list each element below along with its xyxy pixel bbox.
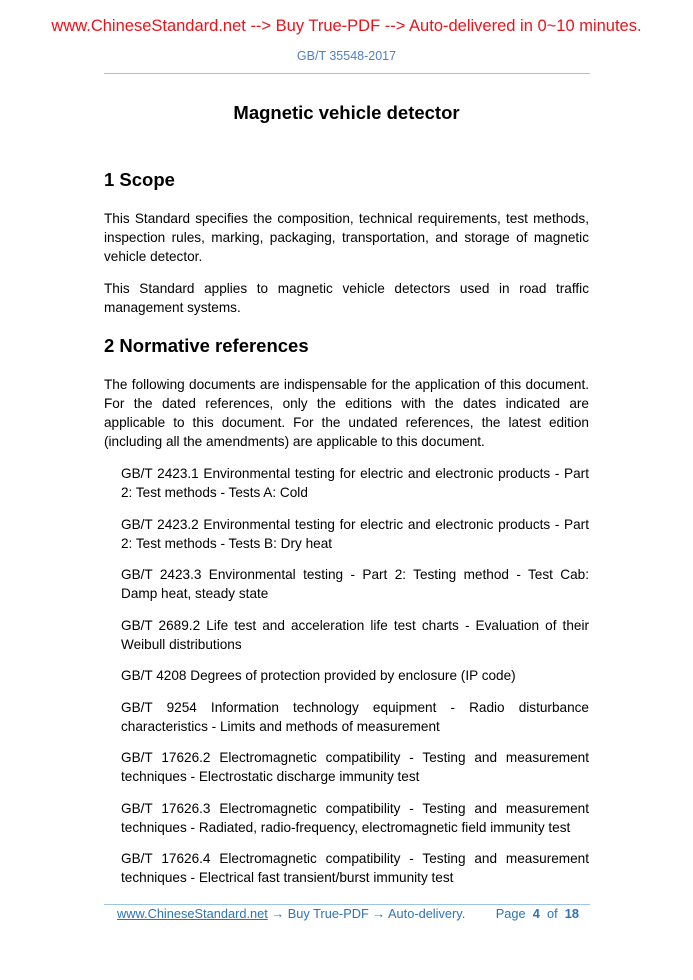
current-page: 4 [532,906,540,921]
paragraph: This Standard applies to magnetic vehicle detectors used in road traffic management systems. [104,281,589,315]
reference-item: GB/T 2689.2 Life test and acceleration life test charts - Evaluation of their Weibull distributions [121,617,589,652]
section-heading-scope: 1 Scope [104,169,175,190]
section-heading-normative-references: 2 Normative references [104,335,309,356]
paragraph: The following documents are indispensable for the application of this document. For the dated references, only the editions with the dates indicated are applicable to this document. For the undated references, the latest edition (including all the amendments) are applicable to this document. [104,377,589,449]
reference-item: GB/T 17626.3 Electromagnetic compatibility - Testing and measurement techniques - Radiated, radio-frequency, electromagnetic field immunity test [121,800,589,835]
reference-item: GB/T 17626.4 Electromagnetic compatibility - Testing and measurement techniques - Electrical fast transient/burst immunity test [121,851,589,885]
page-footer [117,906,579,921]
total-pages: 18 [564,906,579,921]
page-content [104,101,589,900]
reference-item: GB/T 9254 Information technology equipment - Radio disturbance characteristics - Limits and methods of measurement [121,699,589,734]
reference-item: GB/T 2423.1 Environmental testing for electric and electronic products - Part 2: Test methods - Tests A: Cold [121,466,589,500]
website-link[interactable]: www.ChineseStandard.net [117,906,268,921]
reference-item: GB/T 2423.2 Environmental testing for electric and electronic products - Part 2: Test methods - Tests B: Dry heat [121,516,589,551]
reference-item: GB/T 2423.3 Environmental testing - Part 2: Testing method - Test Cab: Damp heat, steady state [121,567,589,601]
footer-divider [104,904,590,905]
reference-list [121,464,589,887]
paragraph: This Standard specifies the composition, technical requirements, test methods, inspection rules, marking, packaging, transportation, and storage of magnetic vehicle detector. [104,211,589,264]
page-indicator: Page 4 of 18 [495,906,579,921]
footer-promo-text: → Buy True-PDF → Auto-delivery. [267,906,466,921]
reference-item: GB/T 17626.2 Electromagnetic compatibility - Testing and measurement techniques - Electrostatic discharge immunity test [121,750,589,784]
promo-banner: www.ChineseStandard.net --> Buy True-PDF --> Auto-delivered in 0~10 minutes. [51,17,642,35]
reference-item: GB/T 4208 Degrees of protection provided by enclosure (IP code) [121,668,516,683]
document-title: Magnetic vehicle detector [233,102,460,123]
header-divider [104,73,590,74]
footer-promo [117,906,465,921]
standard-number: GB/T 35548-2017 [296,49,397,63]
